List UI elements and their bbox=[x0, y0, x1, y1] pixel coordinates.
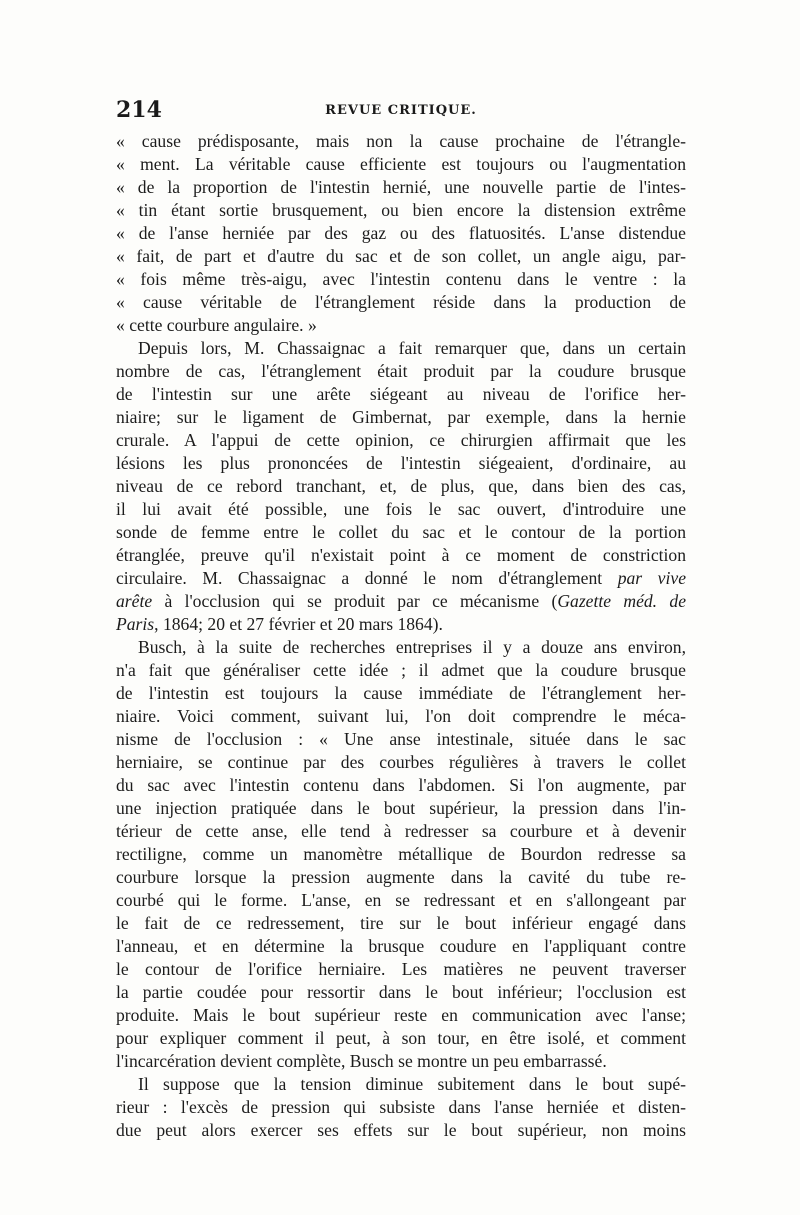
text-line bbox=[116, 291, 686, 314]
line-text: étranglée, preuve qu'il n'existait point à ce moment de constriction bbox=[116, 545, 686, 565]
text-line bbox=[116, 843, 686, 866]
line-text: l'incarcération devient complète, Busch se montre un peu embarrassé. bbox=[116, 1051, 607, 1071]
line-text: nisme de l'occlusion : « Une anse intestinale, située dans le sac bbox=[116, 729, 686, 749]
text-line bbox=[116, 383, 686, 406]
line-text: n'a fait que généraliser cette idée ; il admet que la coudure brusque bbox=[116, 660, 686, 680]
line-text: de l'intestin sur une arête siégeant au niveau de l'orifice her- bbox=[116, 384, 686, 404]
text-line bbox=[116, 889, 686, 912]
line-text: de l'intestin est toujours la cause immédiate de l'étranglement her- bbox=[116, 683, 686, 703]
line-text: « cause prédisposante, mais non la cause prochaine de l'étrangle- bbox=[116, 131, 686, 151]
italic-text: Paris bbox=[116, 614, 155, 634]
italic-text: Gazette méd. de bbox=[557, 591, 686, 611]
text-line bbox=[116, 958, 686, 981]
line-text: niveau de ce rebord tranchant, et, de plus, que, dans bien des cas, bbox=[116, 476, 686, 496]
running-title: REVUE CRITIQUE. bbox=[325, 103, 477, 118]
text-line bbox=[116, 360, 686, 383]
italic-text: par vive bbox=[617, 568, 686, 588]
line-text: l'anneau, et en détermine la brusque coudure en l'appliquant contre bbox=[116, 936, 686, 956]
line-text: le contour de l'orifice herniaire. Les matières ne peuvent traverser bbox=[116, 959, 686, 979]
line-text: « tin étant sortie brusquement, ou bien encore la distension extrême bbox=[116, 200, 686, 220]
line-text: circulaire. M. Chassaignac a donné le nom d'étranglement bbox=[116, 568, 618, 588]
line-text: « cette courbure angulaire. » bbox=[116, 315, 317, 335]
text-line bbox=[116, 567, 686, 590]
line-text: sonde de femme entre le collet du sac et le contour de la portion bbox=[116, 522, 686, 542]
line-text: « fois même très-aigu, avec l'intestin contenu dans le ventre : la bbox=[116, 269, 686, 289]
line-text: à l'occlusion qui se produit par ce mécanisme ( bbox=[152, 591, 558, 611]
line-text: courbure lorsque la pression augmente dans la cavité du tube re- bbox=[116, 867, 686, 887]
line-text: « fait, de part et d'autre du sac et de son collet, un angle aigu, par- bbox=[116, 246, 686, 266]
text-line bbox=[116, 1050, 686, 1073]
text-line bbox=[116, 176, 686, 199]
line-text: une injection pratiquée dans le bout supérieur, la pression dans l'in- bbox=[116, 798, 686, 818]
line-text: Busch, à la suite de recherches entreprises il y a douze ans environ, bbox=[138, 637, 686, 657]
text-line bbox=[116, 199, 686, 222]
body-text bbox=[116, 130, 686, 1142]
text-line bbox=[116, 314, 686, 337]
text-line bbox=[116, 682, 686, 705]
text-line bbox=[116, 1073, 686, 1096]
text-line bbox=[116, 337, 686, 360]
line-text: rieur : l'excès de pression qui subsiste dans l'anse herniée et disten- bbox=[116, 1097, 686, 1117]
text-line bbox=[116, 222, 686, 245]
line-text: crurale. A l'appui de cette opinion, ce chirurgien affirmait que les bbox=[116, 430, 686, 450]
text-line bbox=[116, 429, 686, 452]
line-text: « de l'anse herniée par des gaz ou des flatuosités. L'anse distendue bbox=[116, 223, 686, 243]
line-text: « ment. La véritable cause efficiente est toujours ou l'augmentation bbox=[116, 154, 686, 174]
line-text: Depuis lors, M. Chassaignac a fait remarquer que, dans un certain bbox=[138, 338, 686, 358]
line-text: produite. Mais le bout supérieur reste en communication avec l'anse; bbox=[116, 1005, 686, 1025]
line-text: nombre de cas, l'étranglement était produit par la coudure brusque bbox=[116, 361, 686, 381]
text-line bbox=[116, 475, 686, 498]
line-text: la partie coudée pour ressortir dans le bout inférieur; l'occlusion est bbox=[116, 982, 686, 1002]
text-line bbox=[116, 153, 686, 176]
text-line bbox=[116, 245, 686, 268]
text-line bbox=[116, 544, 686, 567]
line-text: « cause véritable de l'étranglement réside dans la production de bbox=[116, 292, 686, 312]
page-header bbox=[116, 97, 686, 125]
text-line bbox=[116, 935, 686, 958]
line-text: courbé qui le forme. L'anse, en se redressant et en s'allongeant par bbox=[116, 890, 686, 910]
text-line bbox=[116, 705, 686, 728]
italic-text: arête bbox=[116, 591, 153, 611]
text-line bbox=[116, 1004, 686, 1027]
line-text: térieur de cette anse, elle tend à redresser sa courbure et à devenir bbox=[116, 821, 686, 841]
text-line bbox=[116, 797, 686, 820]
text-line bbox=[116, 590, 686, 613]
line-text: lésions les plus prononcées de l'intestin siégeaient, d'ordinaire, au bbox=[116, 453, 686, 473]
line-text: rectiligne, comme un manomètre métallique de Bourdon redresse sa bbox=[116, 844, 686, 864]
line-text: niaire. Voici comment, suivant lui, l'on doit comprendre le méca- bbox=[116, 706, 686, 726]
line-text: pour expliquer comment il peut, à son tour, en être isolé, et comment bbox=[116, 1028, 686, 1048]
text-line bbox=[116, 1119, 686, 1142]
line-text: « de la proportion de l'intestin hernié, une nouvelle partie de l'intes- bbox=[116, 177, 686, 197]
text-line bbox=[116, 912, 686, 935]
page-number: 214 bbox=[116, 97, 162, 123]
text-line bbox=[116, 1027, 686, 1050]
text-line bbox=[116, 659, 686, 682]
text-line bbox=[116, 728, 686, 751]
text-line bbox=[116, 268, 686, 291]
line-text: du sac avec l'intestin contenu dans l'abdomen. Si l'on augmente, par bbox=[116, 775, 686, 795]
text-line bbox=[116, 406, 686, 429]
text-line bbox=[116, 452, 686, 475]
text-line bbox=[116, 820, 686, 843]
text-line bbox=[116, 751, 686, 774]
text-line bbox=[116, 866, 686, 889]
text-line bbox=[116, 1096, 686, 1119]
line-text: il lui avait été possible, une fois le sac ouvert, d'introduire une bbox=[116, 499, 686, 519]
line-text: le fait de ce redressement, tire sur le bout inférieur engagé dans bbox=[116, 913, 686, 933]
text-line bbox=[116, 130, 686, 153]
line-text: Il suppose que la tension diminue subitement dans le bout supé- bbox=[138, 1074, 686, 1094]
text-line bbox=[116, 498, 686, 521]
line-text: due peut alors exercer ses effets sur le bout supérieur, non moins bbox=[116, 1120, 686, 1140]
text-line bbox=[116, 981, 686, 1004]
line-text: niaire; sur le ligament de Gimbernat, par exemple, dans la hernie bbox=[116, 407, 686, 427]
line-text: , 1864; 20 et 27 février et 20 mars 1864). bbox=[154, 614, 443, 634]
text-line bbox=[116, 521, 686, 544]
text-line bbox=[116, 613, 686, 636]
text-line bbox=[116, 774, 686, 797]
text-line bbox=[116, 636, 686, 659]
line-text: herniaire, se continue par des courbes régulières à travers le collet bbox=[116, 752, 686, 772]
